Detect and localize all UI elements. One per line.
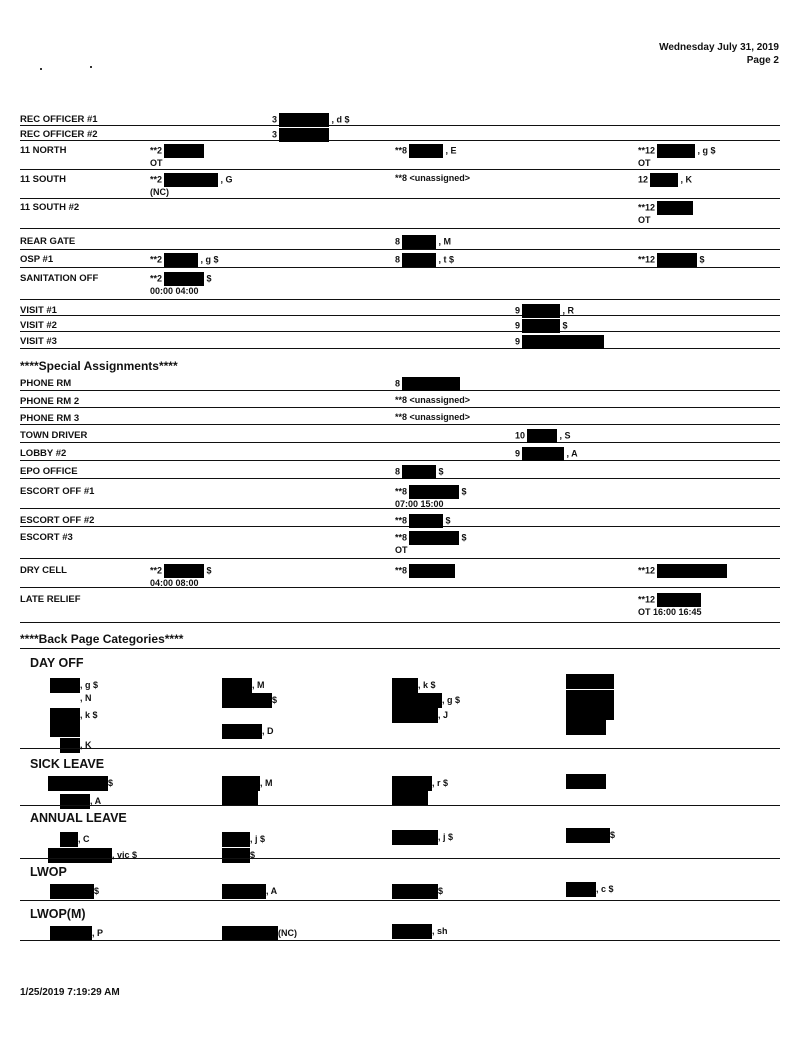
redaction-box xyxy=(409,144,443,158)
post-label: VISIT #1 xyxy=(20,305,57,316)
redaction-box xyxy=(48,776,108,791)
name-suffix: $ xyxy=(697,254,705,265)
category-heading: DAY OFF xyxy=(30,656,84,670)
staff-entry xyxy=(222,776,273,791)
post-label: 11 NORTH xyxy=(20,145,67,156)
shift-code: 9 xyxy=(515,448,521,459)
redaction-box xyxy=(566,720,606,735)
staff-entry xyxy=(80,693,92,703)
shift-code: 3 xyxy=(272,129,278,140)
shift-cell xyxy=(638,564,727,578)
print-timestamp: 1/25/2019 7:19:29 AM xyxy=(20,987,120,998)
assignment-row xyxy=(20,334,780,349)
redaction-box xyxy=(522,319,560,333)
name-suffix: $ xyxy=(204,565,212,576)
name-suffix: , D xyxy=(262,725,274,736)
category-heading: LWOP xyxy=(30,865,67,879)
post-label: 11 SOUTH #2 xyxy=(20,202,80,213)
redaction-box xyxy=(60,832,78,847)
name-suffix: $ xyxy=(459,486,467,497)
shift-cell xyxy=(395,485,467,509)
redaction-box xyxy=(222,678,252,693)
redaction-box xyxy=(164,144,204,158)
staff-entry xyxy=(392,884,443,899)
name-suffix: , r $ xyxy=(432,777,449,788)
shift-cell xyxy=(638,144,716,168)
assignment-row xyxy=(20,530,780,559)
category-heading: ANNUAL LEAVE xyxy=(30,811,127,825)
assignment-row xyxy=(20,234,780,250)
staff-entry xyxy=(392,678,436,693)
post-label: ESCORT OFF #1 xyxy=(20,486,95,497)
post-label: PHONE RM 3 xyxy=(20,413,80,424)
redaction-box xyxy=(60,738,80,753)
name-suffix: , sh xyxy=(432,925,448,936)
name-suffix: $ xyxy=(272,694,278,705)
redaction-box xyxy=(527,429,557,443)
redaction-box xyxy=(409,531,459,545)
shift-cell xyxy=(395,531,467,555)
staff-entry xyxy=(392,708,448,723)
post-label: VISIT #2 xyxy=(20,320,57,331)
redaction-box xyxy=(522,447,564,461)
redaction-box xyxy=(50,678,80,693)
shift-cell xyxy=(515,447,578,461)
staff-entry xyxy=(50,708,98,723)
shift-cell xyxy=(150,173,233,197)
shift-code: 8 xyxy=(395,378,401,389)
name-suffix: $ xyxy=(436,466,444,477)
shift-code: **8 <unassigned> xyxy=(395,173,471,183)
redaction-box xyxy=(392,693,442,708)
shift-cell xyxy=(395,253,454,267)
assignment-row xyxy=(20,376,780,391)
name-suffix: , g $ xyxy=(442,694,461,705)
shift-code: **8 xyxy=(395,486,408,497)
shift-code: **2 xyxy=(150,254,163,265)
name-suffix: , j $ xyxy=(250,833,266,844)
redaction-box xyxy=(50,884,94,899)
redaction-box xyxy=(279,128,329,142)
redaction-box xyxy=(164,564,204,578)
redaction-box xyxy=(402,253,436,267)
assignment-row xyxy=(20,464,780,479)
shift-note: (NC) xyxy=(150,187,169,197)
shift-cell xyxy=(272,113,350,127)
staff-entry xyxy=(566,690,614,705)
shift-note: OT xyxy=(395,545,408,555)
staff-entry xyxy=(222,678,265,693)
redaction-box xyxy=(657,144,695,158)
staff-entry xyxy=(222,832,265,847)
shift-code: 9 xyxy=(515,320,521,331)
shift-code: 10 xyxy=(515,430,526,441)
shift-cell xyxy=(638,201,693,225)
staff-entry xyxy=(50,678,98,693)
redaction-box xyxy=(222,926,278,941)
name-suffix: $ xyxy=(610,829,616,840)
back-page-heading: ****Back Page Categories**** xyxy=(20,632,184,646)
shift-note: OT xyxy=(150,158,163,168)
shift-note: OT 16:00 16:45 xyxy=(638,607,702,617)
redaction-box xyxy=(48,848,112,863)
shift-code: 8 xyxy=(395,236,401,247)
redaction-box xyxy=(392,678,418,693)
redaction-box xyxy=(60,794,90,809)
post-label: REC OFFICER #1 xyxy=(20,114,98,125)
redaction-box xyxy=(566,774,606,789)
redaction-box xyxy=(50,926,92,941)
speck xyxy=(40,68,42,70)
name-suffix: , g $ xyxy=(80,679,99,690)
shift-cell xyxy=(395,377,460,391)
redaction-box xyxy=(566,828,610,843)
shift-cell xyxy=(395,564,455,578)
staff-entry xyxy=(566,705,614,720)
assignment-row xyxy=(20,112,780,126)
name-suffix: , R xyxy=(560,305,575,316)
shift-code: 9 xyxy=(515,336,521,347)
staff-entry xyxy=(50,926,103,941)
shift-note: OT xyxy=(638,158,651,168)
assignment-row xyxy=(20,252,780,268)
redaction-box xyxy=(392,776,432,791)
staff-entry xyxy=(566,674,614,689)
staff-entry xyxy=(48,848,137,863)
name-suffix: $ xyxy=(443,515,451,526)
assignment-row xyxy=(20,484,780,509)
redaction-box xyxy=(50,708,80,723)
divider xyxy=(20,940,780,941)
post-label: REAR GATE xyxy=(20,236,76,247)
category-heading: LWOP(M) xyxy=(30,907,86,921)
name-suffix: , E xyxy=(443,145,457,156)
shift-code: **12 xyxy=(638,594,656,605)
staff-entry xyxy=(392,693,460,708)
staff-entry xyxy=(222,926,297,941)
shift-code: **2 xyxy=(150,174,163,185)
name-suffix: , P xyxy=(92,927,104,938)
shift-code: **8 xyxy=(395,515,408,526)
post-label: SANITATION OFF xyxy=(20,273,99,284)
divider xyxy=(20,900,780,901)
name-suffix: $ xyxy=(459,532,467,543)
redaction-box xyxy=(222,832,250,847)
staff-entry xyxy=(50,884,99,899)
post-label: DRY CELL xyxy=(20,565,67,576)
shift-cell xyxy=(638,593,702,617)
redaction-box xyxy=(222,724,262,739)
shift-cell xyxy=(150,564,212,588)
assignment-row xyxy=(20,513,780,527)
divider xyxy=(20,805,780,806)
redaction-box xyxy=(164,253,198,267)
shift-cell xyxy=(515,304,574,318)
name-suffix: , G xyxy=(218,174,233,185)
divider xyxy=(20,748,780,749)
staff-entry xyxy=(566,882,614,897)
assignment-row xyxy=(20,318,780,332)
name-suffix: , k $ xyxy=(418,679,436,690)
assignment-row xyxy=(20,411,780,425)
post-label: LATE RELIEF xyxy=(20,594,81,605)
shift-code: **2 xyxy=(150,273,163,284)
shift-code: **12 xyxy=(638,145,656,156)
shift-code: **12 xyxy=(638,202,656,213)
post-label: TOWN DRIVER xyxy=(20,430,88,441)
category-heading: SICK LEAVE xyxy=(30,757,105,771)
shift-cell xyxy=(515,319,568,333)
post-label: REC OFFICER #2 xyxy=(20,129,98,140)
divider xyxy=(20,858,780,859)
post-label: 11 SOUTH xyxy=(20,174,66,185)
redaction-box xyxy=(402,235,436,249)
shift-note: 04:00 08:00 xyxy=(150,578,199,588)
assignment-row xyxy=(20,563,780,588)
post-label: VISIT #3 xyxy=(20,336,57,347)
shift-code: **8 xyxy=(395,532,408,543)
shift-code: **2 xyxy=(150,565,163,576)
redaction-box xyxy=(566,705,614,720)
shift-cell xyxy=(515,429,571,443)
shift-cell xyxy=(395,235,451,249)
shift-code: **8 <unassigned> xyxy=(395,395,471,405)
name-suffix: $ xyxy=(108,777,114,788)
name-suffix: $ xyxy=(438,885,444,896)
name-suffix: , vic $ xyxy=(112,849,138,860)
post-label: ESCORT OFF #2 xyxy=(20,515,95,526)
redaction-box xyxy=(409,514,443,528)
staff-entry xyxy=(566,720,606,735)
redaction-box xyxy=(657,201,693,215)
redaction-box xyxy=(222,848,250,863)
redaction-box xyxy=(566,674,614,689)
shift-code: 8 xyxy=(395,466,401,477)
redaction-box xyxy=(222,693,272,708)
redaction-box xyxy=(50,722,80,737)
shift-code: **12 xyxy=(638,254,656,265)
name-suffix: , J xyxy=(438,709,449,720)
staff-entry xyxy=(60,794,101,809)
shift-cell xyxy=(395,412,470,422)
shift-cell xyxy=(638,253,705,267)
assignment-row xyxy=(20,143,780,170)
name-suffix: , M xyxy=(252,679,265,690)
staff-entry xyxy=(222,693,277,708)
divider xyxy=(20,648,780,649)
shift-code: 3 xyxy=(272,114,278,125)
staff-entry xyxy=(60,832,90,847)
shift-cell xyxy=(272,128,329,142)
shift-code: **2 xyxy=(150,145,163,156)
assignment-row xyxy=(20,446,780,461)
special-assignments-heading: ****Special Assignments**** xyxy=(20,359,178,373)
staff-entry xyxy=(222,790,258,805)
shift-code: **8 xyxy=(395,565,408,576)
staff-entry xyxy=(60,738,92,753)
redaction-box xyxy=(392,708,438,723)
shift-note: 00:00 04:00 xyxy=(150,286,199,296)
assignment-row xyxy=(20,592,780,623)
name-suffix: , M xyxy=(436,236,452,247)
redaction-box xyxy=(222,884,266,899)
shift-cell xyxy=(395,514,451,528)
redaction-box xyxy=(657,253,697,267)
name-suffix: , K xyxy=(678,174,693,185)
redaction-box xyxy=(392,924,432,939)
name-suffix: , K xyxy=(80,739,92,750)
shift-cell xyxy=(395,144,457,158)
shift-code: 9 xyxy=(515,305,521,316)
name-suffix: , A xyxy=(266,885,278,896)
redaction-box xyxy=(402,465,436,479)
staff-entry xyxy=(392,790,428,805)
redaction-box xyxy=(522,304,560,318)
name-suffix: $ xyxy=(94,885,100,896)
redaction-box xyxy=(392,884,438,899)
page-number: Page 2 xyxy=(746,55,779,66)
staff-entry xyxy=(50,722,80,737)
redaction-box xyxy=(522,335,604,349)
shift-cell xyxy=(395,173,470,183)
assignment-row xyxy=(20,172,780,199)
assignment-row xyxy=(20,428,780,443)
staff-entry xyxy=(222,848,255,863)
name-suffix: , c $ xyxy=(596,883,614,894)
post-label: PHONE RM 2 xyxy=(20,396,80,407)
assignment-row xyxy=(20,303,780,316)
shift-note: 07:00 15:00 xyxy=(395,499,444,509)
name-suffix: , g $ xyxy=(695,145,716,156)
redaction-box xyxy=(279,113,329,127)
post-label: LOBBY #2 xyxy=(20,448,67,459)
post-label: ESCORT #3 xyxy=(20,532,73,543)
redaction-box xyxy=(164,173,218,187)
staff-entry xyxy=(566,774,606,789)
assignment-row xyxy=(20,394,780,408)
assignment-row xyxy=(20,200,780,229)
redaction-box xyxy=(566,882,596,897)
post-label: PHONE RM xyxy=(20,378,72,389)
redaction-box xyxy=(657,593,701,607)
name-suffix: $ xyxy=(250,849,256,860)
shift-note: OT xyxy=(638,215,651,225)
assignment-row xyxy=(20,271,780,300)
shift-cell xyxy=(395,465,444,479)
redaction-box xyxy=(657,564,727,578)
name-suffix: (NC) xyxy=(278,927,297,938)
assignment-row xyxy=(20,127,780,141)
name-suffix: , N xyxy=(80,693,92,703)
shift-cell xyxy=(395,395,470,405)
shift-code: **8 xyxy=(395,145,408,156)
redaction-box xyxy=(222,776,260,791)
shift-code: 12 xyxy=(638,174,649,185)
staff-entry xyxy=(222,724,274,739)
shift-code: **8 <unassigned> xyxy=(395,412,471,422)
redaction-box xyxy=(566,690,614,705)
name-suffix: $ xyxy=(204,273,212,284)
name-suffix: , A xyxy=(90,795,102,806)
shift-code: **12 xyxy=(638,565,656,576)
shift-cell xyxy=(638,173,692,187)
name-suffix: , j $ xyxy=(438,831,454,842)
redaction-box xyxy=(650,173,678,187)
name-suffix: , S xyxy=(557,430,571,441)
shift-cell xyxy=(150,253,219,267)
staff-entry xyxy=(222,884,277,899)
redaction-box xyxy=(409,564,455,578)
speck xyxy=(90,66,92,68)
staff-entry xyxy=(392,776,448,791)
name-suffix: , A xyxy=(564,448,578,459)
staff-entry xyxy=(392,830,453,845)
name-suffix: $ xyxy=(560,320,568,331)
redaction-box xyxy=(222,790,258,805)
redaction-box xyxy=(164,272,204,286)
staff-entry xyxy=(392,924,448,939)
redaction-box xyxy=(409,485,459,499)
shift-code: 8 xyxy=(395,254,401,265)
staff-entry xyxy=(48,776,113,791)
redaction-box xyxy=(392,790,428,805)
name-suffix: , d $ xyxy=(329,114,350,125)
name-suffix: , g $ xyxy=(198,254,219,265)
shift-cell xyxy=(150,144,204,168)
redaction-box xyxy=(392,830,438,845)
shift-cell xyxy=(150,272,212,296)
shift-cell xyxy=(515,335,604,349)
name-suffix: , M xyxy=(260,777,273,788)
name-suffix: , k $ xyxy=(80,709,98,720)
name-suffix: , t $ xyxy=(436,254,455,265)
name-suffix: , C xyxy=(78,833,90,844)
post-label: EPO OFFICE xyxy=(20,466,78,477)
report-date: Wednesday July 31, 2019 xyxy=(659,42,779,53)
redaction-box xyxy=(402,377,460,391)
staff-entry xyxy=(566,828,615,843)
post-label: OSP #1 xyxy=(20,254,54,265)
